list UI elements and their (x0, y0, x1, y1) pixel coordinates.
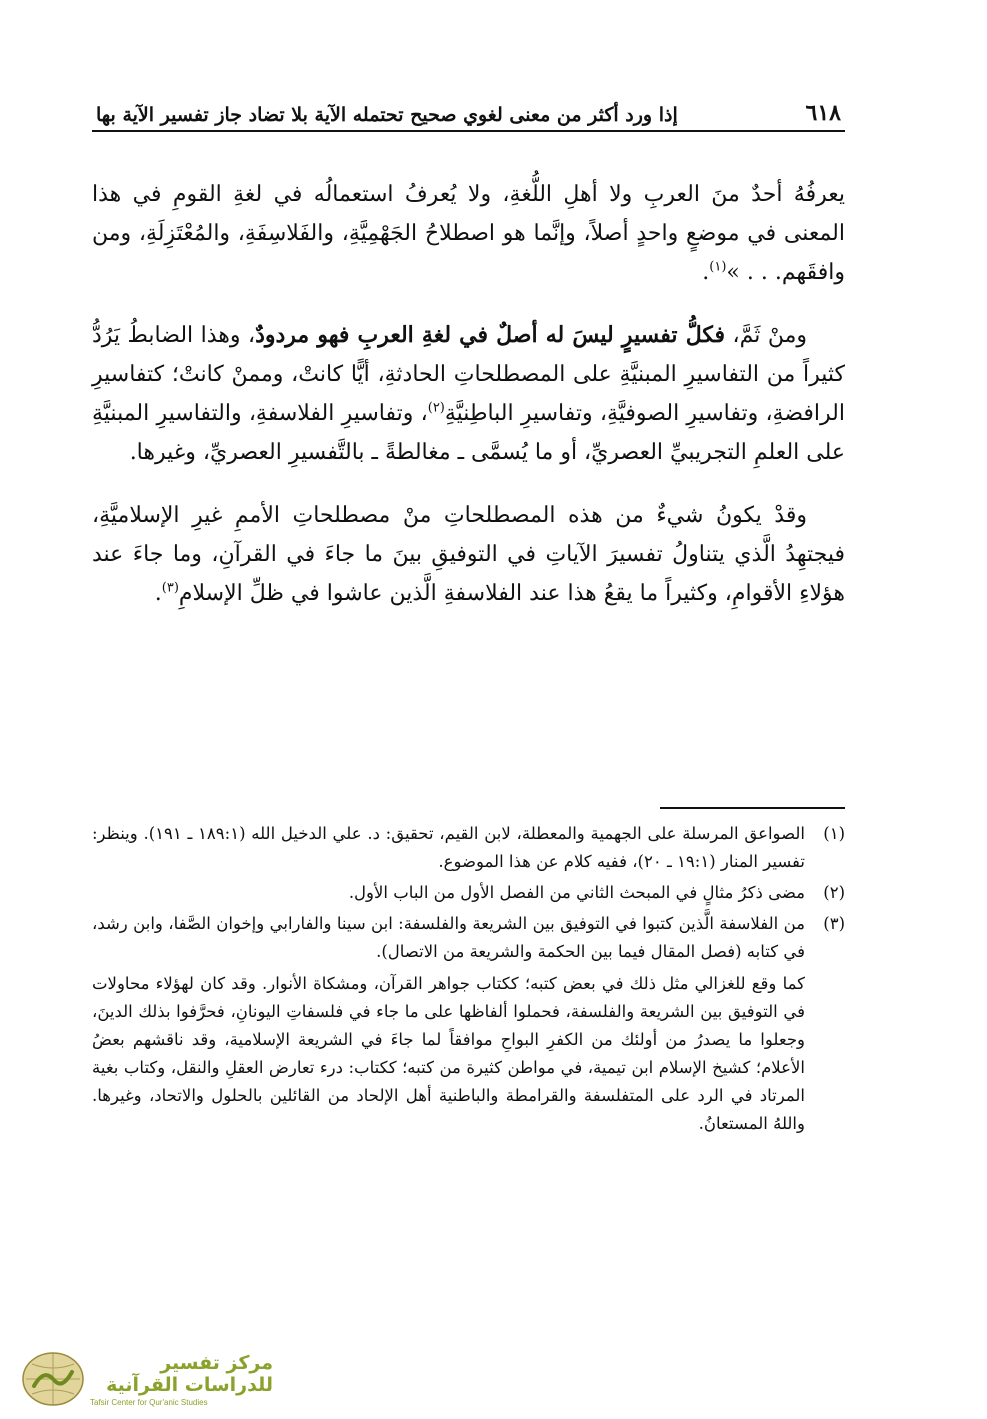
logo-arabic-name: مركز تفسير للدراسات القرآنية (106, 1351, 273, 1396)
logo-english-name: Tafsir Center for Qur'anic Studies (90, 1397, 208, 1407)
running-title: إذا ورد أكثر من معنى لغوي صحيح تحتمله الآية بلا تضاد جاز تفسير الآية بها (96, 104, 678, 126)
paragraph-2-start: ومنْ ثَمَّ، (725, 323, 807, 348)
footnote-ref-2[interactable]: (٢) (427, 400, 445, 416)
page-number: ٦١٨ (805, 100, 841, 126)
paragraph-3 (92, 496, 845, 613)
footnote-2-number: (٢) (823, 883, 845, 902)
footnote-2 (92, 879, 845, 907)
main-text (92, 175, 845, 637)
footnote-3-continuation: كما وقع للغزالي مثل ذلك في بعض كتبه؛ ككتاب جواهر القرآن، ومشكاة الأنوار. وقد كان لهؤلاء محاولات في التوفيق بين الشريعة والفلسفة، فحملوا ألفاظها على ما جاء في فلسفاتِ اليونانِ، فحرَّفوا بذلك الدينَ، وجعلوا ما يصدرُ من أولئك من الكفرِ البواحِ موافقاً لما جاءَ في الشريعة الإسلامية، وقد ناقشهم بعضُ الأعلام؛ كشيخ الإسلام ابن تيمية، في مواطن كثيرة من كتبه؛ ككتاب: درء تعارض العقلِ والنقل، وكتاب بغية المرتاد في الرد على المتفلسفة والقرامطة والباطنية أهل الإلحاد من القائلين بالحلول والاتحاد، وغيرها. واللهُ المستعانُ. (92, 974, 805, 1133)
tafsir-center-logo (18, 1348, 273, 1410)
footnote-1 (92, 820, 845, 876)
paragraph-1 (92, 175, 845, 292)
page-header (92, 92, 845, 132)
footnote-3-number: (٣) (823, 914, 845, 933)
footnote-ref-1[interactable]: (١) (709, 259, 727, 275)
paragraph-2 (92, 316, 845, 472)
paragraph-2-end: ، وتفاسيرِ الفلاسفةِ، والتفاسيرِ المبنيَّةِ على العلمِ التجريبيِّ العصريِّ، أو ما يُسمَّى ـ مغالطةً ـ بالتَّفسيرِ العصريِّ، وغيرها. (92, 401, 845, 465)
paragraph-3-end: . (154, 581, 162, 606)
paragraph-2-middle: ، وهذا الضابطُ يَرُدُّ كثيراً من التفاسيرِ المبنيَّةِ على المصطلحاتِ الحادثةِ، أيًّا كانتْ، وممنْ كانتْ؛ كتفاسيرِ الرافضةِ، وتفاسيرِ الصوفيَّةِ، وتفاسيرِ الباطِنيَّةِ (92, 323, 845, 426)
paragraph-1-end: . (702, 260, 710, 285)
paragraph-3-text: وقدْ يكونُ شيءٌ من هذه المصطلحاتِ منْ مصطلحاتِ الأممِ غيرِ الإسلاميَّةِ، فيجتهِدُ الَّذي يتناولُ تفسيرَ الآياتِ في التوفيقِ بينَ ما جاءَ في القرآنِ، وما جاءَ عند هؤلاءِ الأقوامِ، وكثيراً ما يقعُ هذا عند الفلاسفةِ الَّذين عاشوا في ظلِّ الإسلامِ (92, 503, 845, 606)
footnote-3-text: من الفلاسفة الَّذين كتبوا في التوفيق بين الشريعة والفلسفة: ابن سينا والفارابي وإخوان الصَّفا، وابن رشد، في كتابه (فصل المقال فيما بين الحكمة والشريعة من الاتصال). (92, 914, 805, 961)
footnote-1-number: (١) (823, 824, 845, 843)
logo-text (90, 1352, 273, 1407)
footnote-ref-3[interactable]: (٣) (161, 580, 179, 596)
footnote-1-text: الصواعق المرسلة على الجهمية والمعطلة، لابن القيم، تحقيق: د. علي الدخيل الله (١٨٩:١ ـ ١٩١). وينظر: تفسير المنار (١٩:١ ـ ٢٠)، ففيه كلام عن هذا الموضوع. (92, 824, 806, 871)
paragraph-1-text: يعرفُهُ أحدٌ منَ العربِ ولا أهلِ اللُّغةِ، ولا يُعرفُ استعمالُه في لغةِ القومِ في هذا المعنى في موضعٍ واحدٍ أصلاً، وإنَّما هو اصطلاحُ الجَهْمِيَّةِ، والفَلاسِفَةِ، والمُعْتَزِلَةِ، ومن وافقَهم. . . » (92, 182, 845, 285)
footnotes (92, 820, 845, 1138)
footnote-2-text: مضى ذكرُ مثالٍ في المبحث الثاني من الفصل الأول من الباب الأول. (348, 883, 805, 902)
footnote-separator (660, 807, 845, 809)
paragraph-2-bold-rule: فكلُّ تفسيرٍ ليسَ له أصلٌ في لغةِ العربِ فهو مردودٌ (255, 322, 726, 348)
footnote-3 (92, 910, 845, 966)
globe-logo-icon (18, 1349, 88, 1409)
